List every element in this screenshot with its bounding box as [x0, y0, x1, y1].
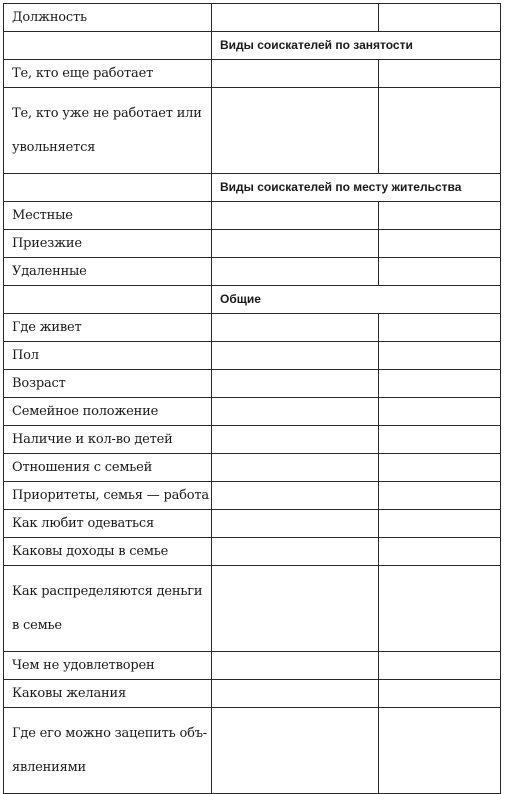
section-row	[4, 174, 501, 202]
table-row	[4, 314, 501, 342]
empty-cell	[379, 88, 501, 174]
table-row	[4, 370, 501, 398]
table-row	[4, 708, 501, 794]
row-label: Пол	[4, 342, 212, 370]
row-label: Отношения с семьей	[4, 454, 212, 482]
empty-cell	[379, 680, 501, 708]
row-label-line: Как распределяются деньги	[12, 584, 203, 599]
row-label: Каковы доходы в семье	[4, 538, 212, 566]
row-label	[4, 708, 212, 794]
empty-cell	[212, 708, 379, 794]
empty-cell	[212, 342, 379, 370]
empty-cell	[212, 314, 379, 342]
empty-cell	[379, 566, 501, 652]
empty-cell	[212, 4, 379, 32]
empty-cell	[212, 426, 379, 454]
row-label-line: увольняется	[12, 140, 96, 155]
empty-cell	[212, 258, 379, 286]
row-label: Где живет	[4, 314, 212, 342]
section-title: Виды соискателей по занятости	[212, 32, 501, 60]
table-row	[4, 510, 501, 538]
table-row	[4, 680, 501, 708]
table-row	[4, 258, 501, 286]
empty-cell	[212, 510, 379, 538]
empty-cell	[379, 4, 501, 32]
section-row	[4, 286, 501, 314]
empty-cell	[212, 230, 379, 258]
empty-cell	[379, 510, 501, 538]
section-title: Общие	[212, 286, 501, 314]
row-label-line: явлениями	[12, 760, 86, 775]
table-row	[4, 454, 501, 482]
row-label	[4, 88, 212, 174]
empty-cell	[379, 342, 501, 370]
table-row	[4, 202, 501, 230]
row-label: Приоритеты, семья — работа	[4, 482, 212, 510]
row-label-line: Те, кто уже не работает или	[12, 106, 202, 121]
empty-cell	[379, 538, 501, 566]
empty-cell	[4, 32, 212, 60]
empty-cell	[379, 708, 501, 794]
empty-cell	[379, 454, 501, 482]
row-label: Возраст	[4, 370, 212, 398]
row-label: Каковы желания	[4, 680, 212, 708]
row-label: Должность	[4, 4, 212, 32]
row-label: Приезжие	[4, 230, 212, 258]
empty-cell	[379, 314, 501, 342]
row-label: Чем не удовлетворен	[4, 652, 212, 680]
empty-cell	[379, 398, 501, 426]
empty-cell	[212, 202, 379, 230]
empty-cell	[4, 286, 212, 314]
table-row	[4, 482, 501, 510]
row-label: Наличие и кол-во детей	[4, 426, 212, 454]
row-label: Те, кто еще работает	[4, 60, 212, 88]
empty-cell	[379, 60, 501, 88]
table-row	[4, 88, 501, 174]
empty-cell	[212, 398, 379, 426]
empty-cell	[212, 680, 379, 708]
row-label-line: в семье	[12, 618, 62, 633]
empty-cell	[212, 482, 379, 510]
empty-cell	[212, 454, 379, 482]
row-label-line: Где его можно зацепить объ-	[12, 726, 207, 741]
empty-cell	[379, 202, 501, 230]
table-row	[4, 398, 501, 426]
empty-cell	[379, 652, 501, 680]
table-row	[4, 566, 501, 652]
empty-cell	[212, 566, 379, 652]
empty-cell	[212, 60, 379, 88]
table-row	[4, 342, 501, 370]
empty-cell	[379, 482, 501, 510]
row-label	[4, 566, 212, 652]
candidate-profile-table	[3, 3, 501, 794]
table-row	[4, 652, 501, 680]
section-title: Виды соискателей по месту жительства	[212, 174, 501, 202]
table-row	[4, 230, 501, 258]
table-row	[4, 538, 501, 566]
table-row	[4, 4, 501, 32]
empty-cell	[4, 174, 212, 202]
empty-cell	[379, 230, 501, 258]
empty-cell	[379, 258, 501, 286]
row-label: Как любит одеваться	[4, 510, 212, 538]
section-row	[4, 32, 501, 60]
row-label: Семейное положение	[4, 398, 212, 426]
empty-cell	[379, 370, 501, 398]
empty-cell	[212, 88, 379, 174]
empty-cell	[212, 652, 379, 680]
row-label: Местные	[4, 202, 212, 230]
row-label: Удаленные	[4, 258, 212, 286]
table-row	[4, 60, 501, 88]
empty-cell	[379, 426, 501, 454]
table-row	[4, 426, 501, 454]
empty-cell	[212, 538, 379, 566]
empty-cell	[212, 370, 379, 398]
